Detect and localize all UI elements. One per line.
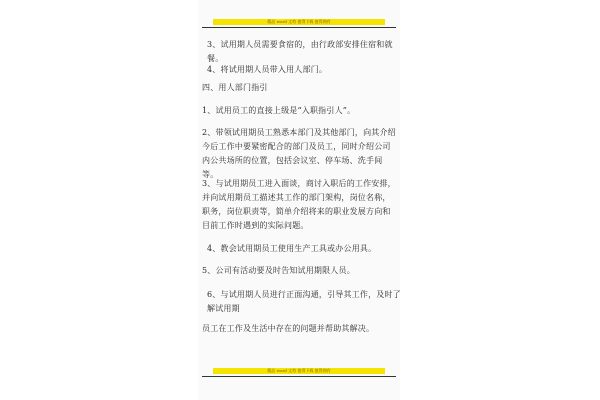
footer-banner: 精品 word 文档 值得下载 值得拥有 bbox=[213, 368, 385, 374]
paragraph-p4: 1、试用员工的直接上级是“入职指引人”。 bbox=[202, 106, 356, 115]
header-rule bbox=[202, 27, 396, 28]
paragraph-p10: 员工在工作及生活中存在的问题并帮助其解决。 bbox=[202, 324, 375, 333]
paragraph-p9: 6、与试用期人员进行正面沟通，引导其工作，及时了解试用期 bbox=[207, 290, 401, 313]
section-heading: 四、用人部门指引 bbox=[202, 83, 268, 92]
paragraph-p1: 3、试用期人员需要食宿的，由行政部安排住宿和就餐。 bbox=[207, 40, 393, 63]
paragraph-p2: 4、将试用期人员带入用人部门。 bbox=[207, 65, 328, 74]
footer-rule bbox=[202, 376, 396, 377]
paragraph-p6: 3、与试用期员工进入面谈，商讨入职后的工作安排，并向试用期员工描述其工作的部门架构，岗位名称，职务，岗位职责等，简单介绍将来的职业发展方向和目前工作时遇到的实际问题。 bbox=[202, 179, 396, 230]
header-banner: 精品 word 文档 值得下载 值得拥有 bbox=[213, 19, 385, 25]
paragraph-p8: 5、公司有活动要及时告知试用期限人员。 bbox=[202, 266, 355, 275]
paragraph-p5: 2、带领试用期员工熟悉本部门及其他部门，向其介绍今后工作中要紧密配合的部门及员工，同时介绍公司内公共场所的位置，包括会议室、停车场、洗手间等。 bbox=[202, 128, 396, 179]
paragraph-p7: 4、教会试用期员工使用生产工具或办公用具。 bbox=[207, 244, 377, 253]
